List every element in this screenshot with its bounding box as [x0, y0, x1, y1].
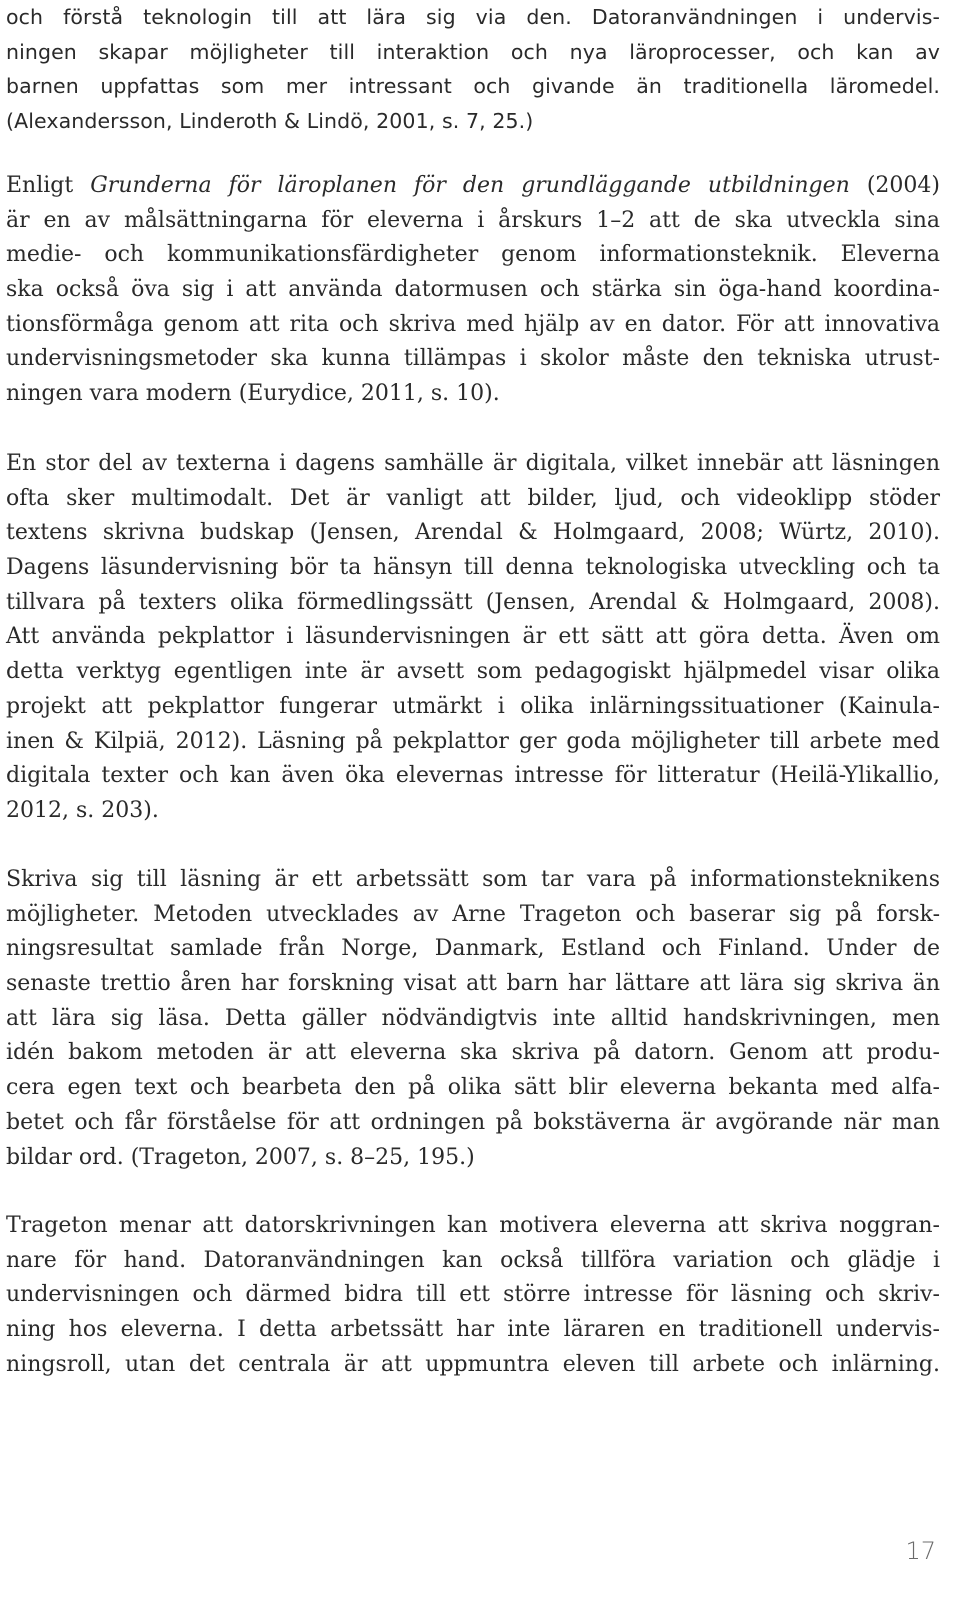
text-line: idén bakom metoden är att eleverna ska skriva på datorn. Genom att produ-	[6, 1040, 940, 1066]
text-line: Trageton menar att datorskrivningen kan motivera eleverna att skriva noggran-	[6, 1213, 940, 1238]
text-line: ningen skapar möjligheter till interaktion och nya läroprocesser, och kan av	[6, 39, 940, 64]
text-line: tionsförmåga genom att rita och skriva med hjälp av en dator. För att innovativa	[6, 311, 940, 337]
text-line: barnen uppfattas som mer intressant och givande än traditionella läromedel.	[6, 74, 940, 99]
text-fragment: (2004)	[849, 173, 940, 198]
text-line: Dagens läsundervisning bör ta hänsyn till denna teknologiska utveckling och ta	[6, 555, 940, 581]
text-line: betet och får förståelse för att ordningen på bokstäverna är avgörande när man	[6, 1109, 940, 1135]
text-line: tillvara på texters olika förmedlingssätt (Jensen, Arendal & Holmgaard, 2008).	[6, 589, 940, 615]
text-line: att lära sig läsa. Detta gäller nödvändigtvis inte alltid handskrivningen, men	[6, 1005, 940, 1031]
text-line: detta verktyg egentligen inte är avsett som pedagogiskt hjälpmedel visar olika	[6, 659, 940, 685]
paragraph-5	[6, 1209, 940, 1382]
text-line: nare för hand. Datoranvändningen kan också tillföra variation och glädje i	[6, 1247, 940, 1273]
text-line: ning hos eleverna. I detta arbetssätt har inte läraren en traditionell undervis-	[6, 1317, 940, 1343]
text-line: 2012, s. 203).	[6, 797, 159, 823]
paragraph-2	[6, 169, 940, 412]
text-line: Att använda pekplattor i läsundervisningen är ett sätt att göra detta. Även om	[6, 624, 940, 650]
text-line	[6, 169, 940, 204]
text-line: cera egen text och bearbeta den på olika sätt blir eleverna bekanta med alfa-	[6, 1075, 940, 1101]
text-line: Skriva sig till läsning är ett arbetssätt som tar vara på informationsteknikens	[6, 867, 940, 892]
text-line: inen & Kilpiä, 2012). Läsning på pekplattor ger goda möjligheter till arbete med	[6, 728, 940, 754]
text-line: bildar ord. (Trageton, 2007, s. 8–25, 195.)	[6, 1144, 475, 1170]
text-line: ska också öva sig i att använda datormusen och stärka sin öga-hand koordina-	[6, 277, 940, 303]
text-line: möjligheter. Metoden utvecklades av Arne Trageton och baserar sig på forsk-	[6, 901, 940, 927]
text-line: är en av målsättningarna för eleverna i årskurs 1–2 att de ska utveckla sina	[6, 207, 940, 233]
italic-title: Grunderna för läroplanen för den grundläggande utbildningen	[90, 173, 850, 198]
text-line: och förstå teknologin till att lära sig via den. Datoranvändningen i undervis-	[6, 5, 940, 29]
text-fragment: Enligt	[6, 173, 91, 198]
text-line: senaste trettio åren har forskning visat att barn har lättare att lära sig skriva än	[6, 971, 940, 997]
text-line: projekt att pekplattor fungerar utmärkt i olika inlärningssituationer (Kainula-	[6, 693, 940, 719]
text-line: undervisningsmetoder ska kunna tillämpas i skolor måste den tekniska utrust-	[6, 346, 940, 372]
text-line: ningsresultat samlade från Norge, Danmark, Estland och Finland. Under de	[6, 936, 940, 962]
text-line: ningen vara modern (Eurydice, 2011, s. 10).	[6, 381, 500, 407]
text-line: En stor del av texterna i dagens samhälle är digitala, vilket innebär att läsningen	[6, 451, 940, 476]
page-number: 17	[905, 1537, 936, 1565]
text-line: ningsroll, utan det centrala är att uppmuntra eleven till arbete och inlärning.	[6, 1351, 940, 1377]
text-line: medie- och kommunikationsfärdigheter genom informationsteknik. Eleverna	[6, 242, 940, 268]
text-line: ofta sker multimodalt. Det är vanligt att bilder, ljud, och videoklipp stöder	[6, 485, 940, 511]
text-line: textens skrivna budskap (Jensen, Arendal & Holmgaard, 2008; Würtz, 2010).	[6, 520, 940, 546]
text-line: digitala texter och kan även öka elevernas intresse för litteratur (Heilä-Ylikallio,	[6, 763, 940, 789]
paragraph-1	[6, 0, 940, 139]
paragraph-3	[6, 447, 940, 829]
text-line: (Alexandersson, Linderoth & Lindö, 2001, s. 7, 25.)	[6, 109, 534, 134]
text-line: undervisningen och därmed bidra till ett större intresse för läsning och skriv-	[6, 1282, 940, 1308]
paragraph-4	[6, 863, 940, 1175]
